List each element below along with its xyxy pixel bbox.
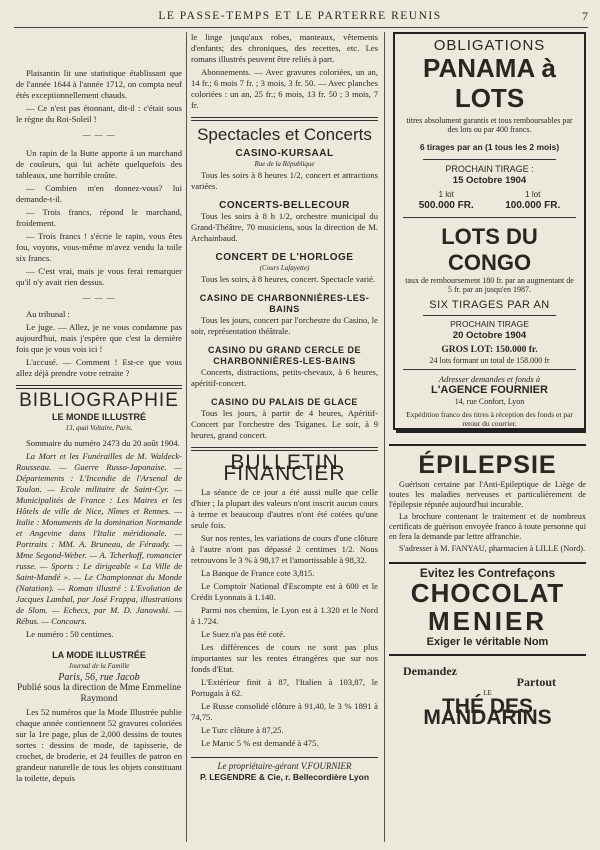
anecdote-text: — Trois francs, répond le marchand, froidement. — [16, 207, 182, 228]
financial-text: Le Maroc 5 % est demandé à 475. — [201, 738, 319, 748]
epilepsie-text: Guérison certaine par l'Anti-Epileptique de Liège de toutes les maladies nerveuses et particulièrement de l'épilepsie réputée aujourd'hui incurable. — [389, 480, 586, 509]
section-rule — [16, 385, 182, 389]
column-divider — [186, 32, 187, 842]
partout-text: Partout — [516, 675, 556, 689]
mode-illustree-subtitle: Journal de la Famille — [68, 662, 130, 670]
venue-text: Tous les soirs à 8 heures 1/2, concert et attractions variées. — [191, 170, 378, 191]
mode-illustree-text: Les 52 numéros que la Mode Illustrée publie chaque année contiennent 52 gravures coloriées sur la 1re page, plus de 2,000 dessins de toutes sortes : dessins de mode, de tapisserie, de crochet, de broderie, et 24 feuilles de patron en grandeur naturelle de tous les objets constituant la toilette, depuis — [16, 707, 182, 783]
anecdote-text: — Trois francs ! s'écrie le rapin, vous êtes fou, voyons, vous-même m'avez vendu la toile six francs. — [16, 231, 182, 263]
venue-text: Tous les soirs, à 8 heures, concert. Spectacle varié. — [201, 274, 376, 284]
anecdote-text: Le juge. — Allez, je ne vous condamne pas aujourd'hui, mais j'espère que c'est la dernière fois que je vous vois ici ! — [16, 322, 182, 354]
column-left — [16, 32, 182, 842]
anecdote-text: — Ce n'est pas étonnant, dit-il : c'était sous le règne du Roi-Soleil ! — [16, 103, 182, 124]
panama-lots — [403, 189, 576, 211]
congo-heading: LOTS DU CONGO — [441, 224, 538, 275]
financial-text: Parmi nos chemins, le Lyon est à 1.320 et le Nord à 1.724. — [191, 605, 378, 626]
ad-rule — [389, 562, 586, 564]
panama-lot — [505, 189, 560, 211]
lot-value: 500.000 FR. — [418, 200, 474, 211]
congo-next-draw: PROCHAIN TIRAGE — [450, 319, 529, 329]
epilepsie-text: S'adresser à M. FANYAU, pharmacien à LILLE (Nord). — [399, 544, 586, 553]
mode-illustree-address: Paris, 56, rue Jacob — [58, 672, 140, 683]
financial-text: L'Extérieur finit à 87, l'Italien à 103,87, le Portugais à 62. — [191, 677, 378, 698]
ad-rule — [423, 159, 556, 160]
the-mandarins-text: THÉ DES MANDARINS — [423, 695, 552, 729]
epilepsie-heading: ÉPILEPSIE — [418, 451, 557, 479]
header-rule — [14, 27, 588, 28]
congo-lots: 24 lots formant un total de 158.000 fr — [429, 356, 550, 365]
financial-text: Le Comptoir National d'Escompte est à 600 et le Crédit Lyonnais à 1.140. — [191, 581, 378, 602]
monde-illustre-address: 13, quai Voltaire, Paris. — [65, 424, 133, 432]
ad-rule — [423, 315, 556, 316]
publisher-line: Le propriétaire-gérant V.FOURNIER — [217, 761, 352, 771]
monde-summary-contents: La Mort et les Funérailles de M. Waldeck-Rousseau. — Guerre Russo-Japonaise. — Départements : L'Incendie de l'Arsenal de Toulon. — Ecole militaire de Saint-Cyr. — Municipalités de France : Les Maires et les Hôtels de ville de Nice, Nîmes et Rennes. — Italie : Monuments de la domination Normande et Angevine dans l'Italie méridionale. — Portraits : MM. A. Bruneau, de Féraudy. — Mme Segond-Weber. — A. Tcherkoff, romancier russe. — Sports : Le dirigeable « La Ville de Saint-Mandé ». — Le Championnat du Monde (Natation). — Roman illustré : L'Evolution de Jacques Lambal, par José Frappa, illustrations de Slom. — Echecs, par M. D. Janowski. — Rébus. — Concours. — [16, 451, 182, 626]
subscriptions-text: Abonnements. — Avec gravures coloriées, un an, 14 fr.; 6 mois 7 fr. ; 3 mois, 3 fr. 50. — Avec planches coloriées : un an, 25 fr.; 6 mois, 13 fr. 50 ; 3 mois, 7 fr. — [191, 67, 378, 110]
panama-heading: PANAMA à LOTS — [423, 53, 556, 113]
demandez-text: Demandez — [403, 664, 457, 678]
panama-lot — [419, 189, 474, 211]
column-right — [389, 32, 586, 842]
venue-name: CONCERT DE L'HORLOGE — [215, 252, 354, 263]
bibliography-heading: BIBLIOGRAPHIE — [19, 390, 179, 411]
ad-rule — [403, 369, 576, 370]
venue-address: (Cours Lafayette) — [259, 264, 310, 272]
page-number: 7 — [582, 9, 588, 23]
venue-name: CASINO-KURSAAL — [235, 148, 334, 159]
lot-value: 100.000 FR. — [505, 200, 561, 211]
mode-continued-text: le linge jusqu'aux robes, manteaux, vêtements d'enfants; des chroniques, des recettes, etc. Les romans illustrés peuvent être reliés à part. — [191, 32, 378, 64]
panama-tirages: 6 tirages par an (1 tous les 2 mois) — [419, 142, 560, 152]
printer-line: P. LEGENDRE & Cie, r. Bellecordière Lyon — [199, 772, 370, 782]
financial-text: La séance de ce jour a été aussi nulle que celle d'hier ; la plupart des valeurs n'ont inscrit aucun cours à terme et beaucoup d'autres n'ont été cotées qu'une seule fois. — [191, 487, 378, 530]
agence-shipping: Expédition franco des titres à réception des fonds et par retour du courrier. — [406, 410, 573, 428]
newspaper-title: LE PASSE-TEMPS ET LE PARTERRE REUNIS — [158, 10, 442, 22]
panama-congo-advert — [393, 32, 586, 430]
venue-text: Concerts, distractions, petits-chevaux, à 6 heures, apéritif-concert. — [191, 367, 378, 388]
congo-gros-lot: GROS LOT: 150.000 fr. — [441, 345, 538, 355]
column-divider — [384, 32, 385, 842]
le-text: LE — [483, 689, 492, 697]
anecdote-text: — Combien m'en donnez-vous? lui demande-t-il. — [16, 183, 182, 204]
page-header — [0, 8, 600, 26]
venue-name: CASINO DU GRAND CERCLE DE CHARBONNIÈRES-LES-BAINS — [207, 345, 361, 366]
monde-price: Le numéro : 50 centimes. — [26, 629, 114, 639]
epilepsie-text: La brochure contenant le traitement et de nombreux certificats de guérison envoyée franco à toute personne qui en fera la demande par lettre affranchie. — [389, 512, 586, 541]
ad-rule — [389, 654, 586, 656]
monde-summary-date: Sommaire du numéro 2473 du 20 août 1904. — [26, 438, 180, 448]
anecdote-text: L'accusé. — Comment ! Est-ce que vous allez déjà prendre votre retraite ? — [16, 357, 182, 378]
financial-heading: BULLETIN FINANCIER — [223, 451, 346, 485]
chocolat-text: CHOCOLAT — [410, 578, 565, 608]
spectacles-heading: Spectacles et Concerts — [197, 125, 372, 144]
congo-date: 20 Octobre 1904 — [452, 330, 527, 341]
financial-text: La Banque de France cote 3,815. — [201, 568, 315, 578]
column-middle — [191, 32, 378, 842]
financial-text: Le Turc clôture à 87,25. — [201, 725, 284, 735]
agence-instruction: Adresser demandes et fonds à — [438, 374, 541, 384]
venue-name: CONCERTS-BELLECOUR — [219, 200, 350, 211]
financial-text: Le Suez n'a pas été coté. — [201, 629, 286, 639]
venue-address: Rue de la République — [254, 160, 315, 168]
lot-label: 1 lot — [438, 190, 454, 199]
mode-illustree-direction: Publié sous la direction de Mme Emmeline Raymond — [16, 683, 182, 704]
congo-six-tirages: SIX TIRAGES PAR AN — [429, 299, 550, 311]
menier-text: MENIER — [427, 606, 548, 636]
obligations-heading: OBLIGATIONS — [433, 37, 546, 54]
ad-rule — [389, 444, 586, 446]
anecdote-text: Plaisantin lit une statistique établissant que de l'année 1644 à l'année 1712, on compta neuf étés exceptionnellement chauds. — [16, 68, 182, 100]
exiger-text: Exiger le véritable Nom — [426, 636, 549, 648]
venue-text: Tous les soirs à 8 h 1/2, orchestre municipal du Grand-Théâtre, 70 musiciens, sous la direction de M. Archainbaud. — [191, 211, 378, 243]
financial-text: Le Russe consolidé clôture à 91,40, le 3 % 1891 à 74,75. — [191, 701, 378, 722]
monde-illustre-title: LE MONDE ILLUSTRÉ — [52, 412, 146, 422]
financial-text: Les différences de cours ne sont pas plus importantes sur les rentes étrangères que sur nos fonds d'Etat. — [191, 642, 378, 674]
anecdote-text: Au tribunal : — [26, 309, 70, 319]
separator: — — — — [82, 293, 116, 302]
ad-rule — [403, 217, 576, 218]
anecdote-text: — C'est vrai, mais je vous ferai remarquer qu'il n'y avait rien dessus. — [16, 266, 182, 287]
venue-name: CASINO DE CHARBONNIÈRES-LES-BAINS — [199, 293, 370, 314]
evitez-text: Evitez les Contrefaçons — [419, 566, 556, 580]
lot-label: 1 lot — [525, 190, 541, 199]
panama-description: titres absolument garantis et tous remboursables par des lots ou par 400 francs. — [406, 116, 573, 134]
separator: — — — — [82, 130, 116, 139]
venue-text: Tous les jours, concert par l'orchestre du Casino, le soir, représentation théâtrale. — [191, 315, 378, 336]
panama-date: 15 Octobre 1904 — [452, 175, 527, 186]
mode-illustree-title: LA MODE ILLUSTRÉE — [52, 650, 146, 660]
agence-name: L'AGENCE FOURNIER — [431, 384, 548, 396]
congo-description: taux de remboursement 180 fr. par an augmentant de 5 fr. par an jusqu'en 1987. — [405, 276, 574, 294]
anecdote-text: Un rapin de la Butte apporte à un marchand de couleurs, qui lui achète quelquefois des tableaux, une horrible croûte. — [16, 148, 182, 180]
financial-text: Sur nos rentes, les variations de cours d'une clôture à l'autre n'ont pas dépassé 2 centimes 1/2. Nous retrouvons le 3 % à 98,17 et l'amortissable à 98,32. — [191, 533, 378, 565]
section-rule — [191, 117, 378, 121]
venue-text: Tous les jours, à partir de 4 heures, Apéritif-Concert par l'orchestre des Tsiganes. Le soir, à 9 heures, grand concert. — [191, 408, 378, 440]
agence-address: 14, rue Confort, Lyon — [454, 397, 525, 406]
panama-next-draw: PROCHAIN TIRAGE : — [445, 164, 534, 174]
venue-name: CASINO DU PALAIS DE GLACE — [211, 397, 358, 407]
